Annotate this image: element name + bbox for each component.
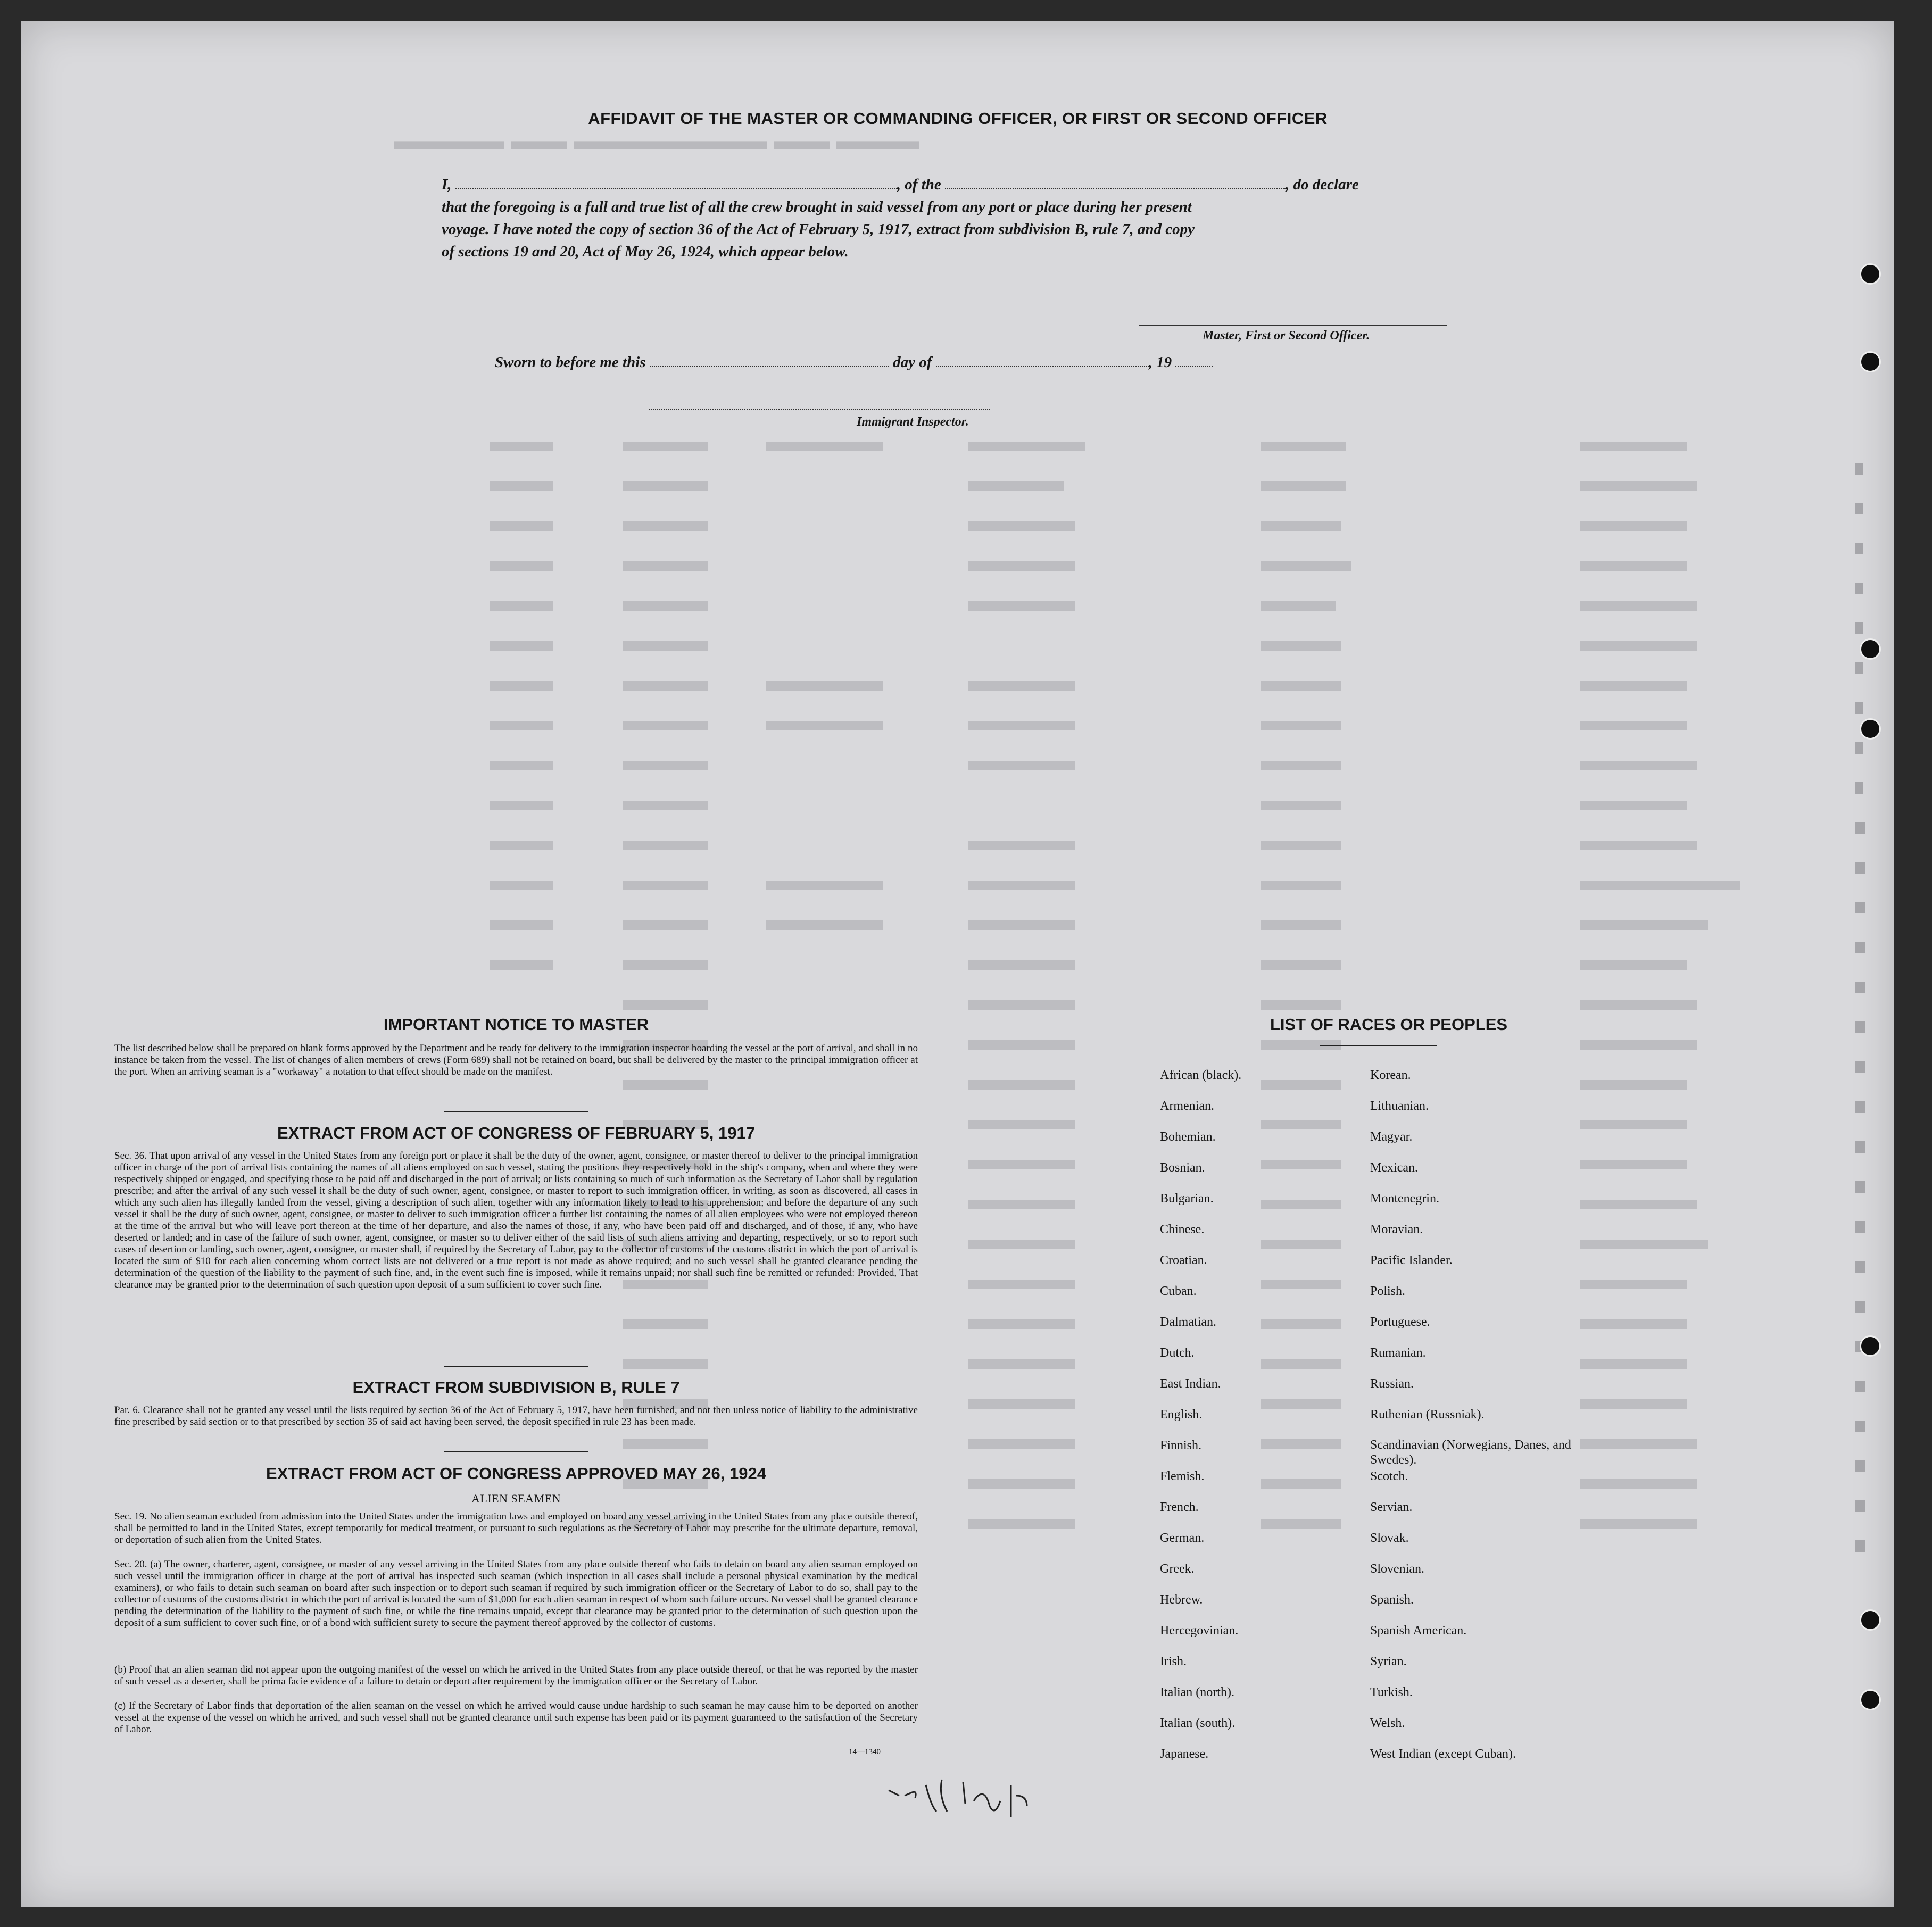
master-signature-label: Master, First or Second Officer.: [1203, 329, 1370, 343]
affidavit-line1-start: I,: [442, 176, 452, 193]
extract-1917-body: Sec. 36. That upon arrival of any vessel in the United States from any foreign port or place it shall be the duty of the owner, agent, consignee, or master thereof to deliver to the principal immigration officer in charge of the port of arrival lists containing the names of all aliens employed on such vessel, stating the positions they respectively hold in the ship's company, when and where they were respectively shipped or engaged, and specifying those to be paid off and discharged in the port of arrival; or lists containing so much of such information as the Secretary of Labor shall by regulation prescribe; and after the arrival of any such vessel it shall be the duty of such owner, agent, consignee, or master to report to such immigration officer, in writing, as soon as discovered, all cases in which any such alien has illegally landed from the vessel, giving a description of such alien, together with any information likely to lead to his apprehension; and before the departure of any such vessel it shall be the duty of such owner, agent, consignee, or master to deliver to such immigration officer a further list containing the names of all alien employees who were not employed thereon at the time of the arrival but who will leave port thereon at the time of her departure, and also the names of those, if any, who have been paid off and discharged, and of those, if any, who have deserted or landed; and in case of the failure of such owner, agent, consignee, or master so to deliver either of the said lists of such aliens arriving and departing, respectively, or so to report such cases of desertion or landing, such owner, agent, consignee, or master shall, if required by the Secretary of Labor, pay to the collector of customs of the customs district in which the port of arrival is located the sum of $10 for each alien concerning whom correct lists are not delivered or a true report is not made as above required; and no such vessel shall be granted clearance pending the determination of the question of the liability to the payment of such fine, and, in the event such fine is imposed, while it remains unpaid; nor shall such fine be remitted or refunded: Provided, That clearance may be granted prior to the determination of such question upon deposit of a sum sufficient to cover such fine.: [114, 1150, 918, 1290]
officer-name-blank[interactable]: [455, 175, 897, 189]
race-item: Portuguese.: [1370, 1315, 1430, 1329]
extract-1924-sec20c: (c) If the Secretary of Labor finds that deportation of the alien seaman on the vessel on which he arrived would cause undue hardship to such seaman he may cause him to be deported on another vessel at the expense of the vessel on which he arrived, and such vessel shall not be granted clearance until such expense has been paid or its payment guaranteed to the satisfaction of the Secretary of Labor.: [114, 1700, 918, 1735]
race-item: Polish.: [1370, 1284, 1406, 1298]
divider: [444, 1111, 588, 1112]
extract-1924-sec19: Sec. 19. No alien seaman excluded from admission into the United States under the immigration laws and employed on board any vessel arriving in the United States from any place outside thereof, shall be permitted to land in the United States, except temporarily for medical treatment, or pursuant to such regulations as the Secretary of Labor may prescribe for the ultimate departure, removal, or deportation of such alien from the United States.: [114, 1511, 918, 1546]
punch-hole: [1860, 1609, 1881, 1631]
race-item: Bulgarian.: [1160, 1192, 1214, 1206]
race-item: Turkish.: [1370, 1685, 1413, 1699]
extract-1924-title: EXTRACT FROM ACT OF CONGRESS APPROVED MAY 26, 1924: [266, 1464, 766, 1483]
race-item: Italian (north).: [1160, 1685, 1234, 1699]
race-item: German.: [1160, 1531, 1205, 1545]
sworn-line: [495, 352, 1293, 372]
race-item: West Indian (except Cuban).: [1370, 1747, 1516, 1761]
sworn-start: Sworn to before me this: [495, 354, 646, 371]
race-item: Slovak.: [1370, 1531, 1409, 1545]
race-item: Hebrew.: [1160, 1593, 1203, 1607]
race-item: English.: [1160, 1408, 1203, 1422]
sworn-end: , 19: [1148, 354, 1172, 371]
race-item: Spanish American.: [1370, 1624, 1467, 1638]
sworn-day-blank[interactable]: [650, 352, 889, 367]
race-item: Lithuanian.: [1370, 1099, 1429, 1113]
affidavit-line1-end: , do declare: [1286, 176, 1359, 193]
race-item: Bosnian.: [1160, 1161, 1205, 1175]
race-item: Scotch.: [1370, 1469, 1408, 1483]
extract-1924-sec20b: (b) Proof that an alien seaman did not appear upon the outgoing manifest of the vessel on which he arrived in the United States from any place outside thereof, or that he was reported by the master of such vessel as a deserter, shall be prima facie evidence of a failure to detain or deport after requirement by the immigration officer or the Secretary of Labor.: [114, 1664, 918, 1687]
race-item: Italian (south).: [1160, 1716, 1236, 1730]
vessel-name-blank[interactable]: [945, 175, 1286, 189]
extract-rule7-body: Par. 6. Clearance shall not be granted any vessel until the lists required by section 36 of the Act of February 5, 1917, have been furnished, and not then unless notice of liability to the administrative fine prescribed by said section or to that prescribed by section 35 of said act having been served, the deposit specified in rule 23 has been made.: [114, 1405, 918, 1427]
race-item: Slovenian.: [1370, 1562, 1424, 1576]
extract-1924-sec20a: Sec. 20. (a) The owner, charterer, agent, consignee, or master of any vessel arriving in the United States from any place outside thereof who fails to detain on board any alien seaman employed on such vessel until the immigration officer in charge at the port of arrival has inspected such seaman (which inspection in all cases shall include a personal physical examination by the medical examiners), or who fails to detain such seaman on board after such inspection or to deport such seaman if required by such immigration officer or the Secretary of Labor to do so, shall pay to the collector of customs of the customs district in which the port of arrival is located the sum of $1,000 for each alien seaman in respect of whom such failure occurs. No vessel shall be granted clearance pending the determination of the liability to the payment of such fine, or while the fine remains unpaid, except that clearance may be granted prior to the determination of such question upon the deposit of a sum sufficient to cover such fine, or of a bond with sufficient surety to secure the payment thereof approved by the collector of customs.: [114, 1559, 918, 1629]
notice-body: The list described below shall be prepared on blank forms approved by the Department and be ready for delivery to the immigration inspector boarding the vessel at the port of arrival, and shall in no instance be taken from the vessel. The list of changes of alien members of crews (Form 689) shall not be retained on board, but shall be delivered by the master to the principal immigration officer at the port. When an arriving seaman is a "workaway" a notation to that effect should be made on the manifest.: [114, 1043, 918, 1077]
inspector-signature-line[interactable]: [649, 409, 990, 410]
divider: [444, 1366, 588, 1367]
race-item: Pacific Islander.: [1370, 1253, 1453, 1267]
sworn-mid: day of: [893, 354, 932, 371]
race-item: Syrian.: [1370, 1655, 1407, 1668]
row-number-column: [1852, 463, 1873, 1607]
race-item: African (black).: [1160, 1068, 1242, 1082]
form-number: 14—1340: [849, 1748, 881, 1756]
notice-title: IMPORTANT NOTICE TO MASTER: [383, 1015, 649, 1034]
race-item: Rumanian.: [1370, 1346, 1426, 1360]
race-item: French.: [1160, 1500, 1199, 1514]
affidavit-line-2: that the foregoing is a full and true list of all the crew brought in said vessel from any port or place during her present: [442, 198, 1192, 215]
affidavit-line-4: of sections 19 and 20, Act of May 26, 1924, which appear below.: [442, 243, 849, 260]
race-item: Welsh.: [1370, 1716, 1405, 1730]
inspector-label: Immigrant Inspector.: [857, 415, 969, 429]
punch-hole: [1860, 351, 1881, 372]
race-item: Armenian.: [1160, 1099, 1214, 1113]
race-item: Japanese.: [1160, 1747, 1209, 1761]
extract-rule7-title: EXTRACT FROM SUBDIVISION B, RULE 7: [352, 1378, 680, 1397]
sworn-month-blank[interactable]: [936, 352, 1149, 367]
master-signature-line[interactable]: [1139, 325, 1447, 326]
extract-1917-title: EXTRACT FROM ACT OF CONGRESS OF FEBRUARY 5, 1917: [277, 1124, 755, 1142]
affidavit-line-3: voyage. I have noted the copy of section 36 of the Act of February 5, 1917, extract from subdivision B, rule 7, and copy: [442, 221, 1195, 238]
race-item: Russian.: [1370, 1377, 1414, 1391]
race-item: Flemish.: [1160, 1469, 1205, 1483]
races-title: LIST OF RACES OR PEOPLES: [1270, 1015, 1508, 1034]
race-item: Croatian.: [1160, 1253, 1207, 1267]
manifest-page: [21, 21, 1894, 1907]
race-item: Cuban.: [1160, 1284, 1197, 1298]
race-item: Hercegovinian.: [1160, 1624, 1239, 1638]
race-item: Spanish.: [1370, 1593, 1414, 1607]
race-item: Irish.: [1160, 1655, 1187, 1668]
race-item: Moravian.: [1370, 1223, 1423, 1236]
race-item: East Indian.: [1160, 1377, 1221, 1391]
race-item: Ruthenian (Russniak).: [1370, 1408, 1485, 1422]
sworn-year-blank[interactable]: [1175, 352, 1213, 367]
handwritten-marks: [883, 1769, 1096, 1828]
races-left-column: [1160, 1060, 1351, 1770]
punch-hole: [1860, 718, 1881, 740]
race-item: Chinese.: [1160, 1223, 1205, 1236]
race-item: Bohemian.: [1160, 1130, 1216, 1144]
punch-hole: [1860, 1689, 1881, 1710]
affidavit-line-1: [442, 175, 1500, 195]
extract-1924-subtitle: ALIEN SEAMEN: [471, 1492, 561, 1505]
affidavit-line1-mid: , of the: [897, 176, 941, 193]
race-item: Scandinavian (Norwegians, Danes, and Swedes).: [1370, 1438, 1571, 1467]
bleed-through-heading: ▬▬▬ ▬▬ ▬▬▬▬▬▬▬ ▬▬ ▬▬▬▬: [394, 126, 919, 156]
race-item: Greek.: [1160, 1562, 1195, 1576]
race-item: Finnish.: [1160, 1439, 1202, 1452]
race-item: Montenegrin.: [1370, 1192, 1439, 1206]
divider: [1320, 1045, 1437, 1046]
punch-hole: [1860, 1335, 1881, 1357]
race-item: Dalmatian.: [1160, 1315, 1216, 1329]
race-item: Servian.: [1370, 1500, 1413, 1514]
punch-hole: [1860, 638, 1881, 660]
affidavit-title: AFFIDAVIT OF THE MASTER OR COMMANDING OFFICER, OR FIRST OR SECOND OFFICER: [588, 109, 1328, 128]
punch-hole: [1860, 263, 1881, 285]
race-item: Dutch.: [1160, 1346, 1195, 1360]
race-item: Mexican.: [1370, 1161, 1418, 1175]
race-item: Magyar.: [1370, 1130, 1413, 1144]
race-item: Korean.: [1370, 1068, 1411, 1082]
races-right-column: [1370, 1060, 1594, 1770]
divider: [444, 1451, 588, 1452]
